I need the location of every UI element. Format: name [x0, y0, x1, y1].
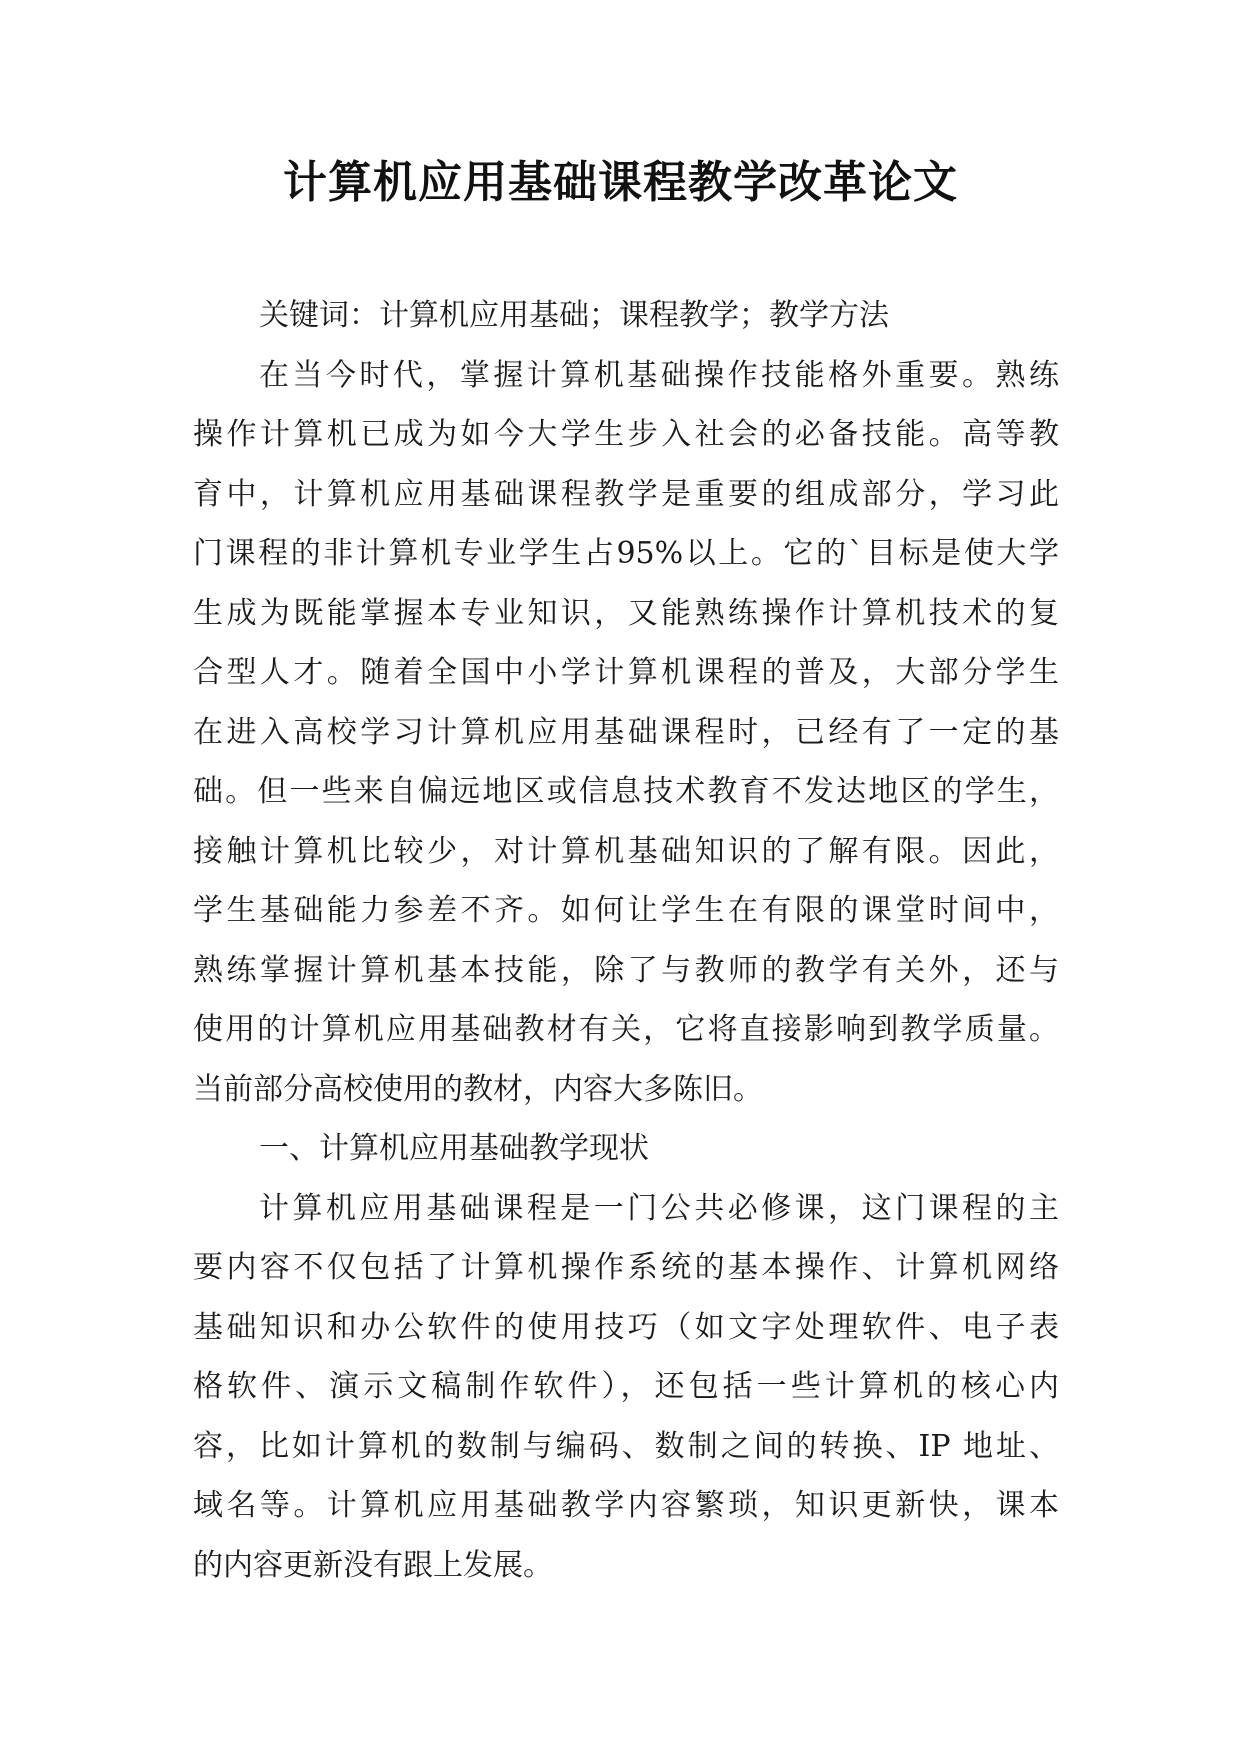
text-line: 格软件、演示文稿制作软件），还包括一些计算机的核心内	[193, 1369, 1059, 1404]
text-line: 一、计算机应用基础教学现状	[259, 1131, 649, 1166]
document-title: 计算机应用基础课程教学改革论文	[283, 157, 958, 208]
text-line: 容，比如计算机的数制与编码、数制之间的转换、IP 地址、	[193, 1428, 1059, 1464]
text-line: 域名等。计算机应用基础教学内容繁琐，知识更新快，课本	[193, 1488, 1059, 1523]
text-line: 关键词：计算机应用基础；课程教学；教学方法	[259, 298, 889, 333]
text-line: 学生基础能力参差不齐。如何让学生在有限的课堂时间中，	[193, 893, 1059, 928]
text-line: 在当今时代，掌握计算机基础操作技能格外重要。熟练	[259, 357, 1059, 393]
text-line: 当前部分高校使用的教材，内容大多陈旧。	[193, 1071, 763, 1107]
text-line: 育中，计算机应用基础课程教学是重要的组成部分，学习此	[193, 476, 1059, 512]
text-line: 生成为既能掌握本专业知识，又能熟练操作计算机技术的复	[193, 595, 1059, 631]
text-line: 础。但一些来自偏远地区或信息技术教育不发达地区的学生，	[193, 774, 1059, 809]
text-line: 在进入高校学习计算机应用基础课程时，已经有了一定的基	[193, 714, 1059, 750]
text-line: 使用的计算机应用基础教材有关，它将直接影响到教学质量。	[193, 1012, 1059, 1047]
text-line: 门课程的非计算机专业学生占95%以上。它的`目标是使大学	[193, 536, 1059, 571]
text-line: 合型人才。随着全国中小学计算机课程的普及，大部分学生	[193, 655, 1059, 690]
text-line: 熟练掌握计算机基本技能，除了与教师的教学有关外，还与	[193, 952, 1059, 988]
text-line: 计算机应用基础课程是一门公共必修课，这门课程的主	[259, 1190, 1059, 1226]
text-line: 要内容不仅包括了计算机操作系统的基本操作、计算机网络	[193, 1250, 1059, 1285]
text-line: 基础知识和办公软件的使用技巧（如文字处理软件、电子表	[193, 1309, 1059, 1345]
text-line: 操作计算机已成为如今大学生步入社会的必备技能。高等教	[193, 417, 1059, 452]
document-body	[193, 286, 1059, 1595]
text-line: 接触计算机比较少，对计算机基础知识的了解有限。因此，	[193, 833, 1059, 869]
text-line: 的内容更新没有跟上发展。	[193, 1547, 553, 1583]
